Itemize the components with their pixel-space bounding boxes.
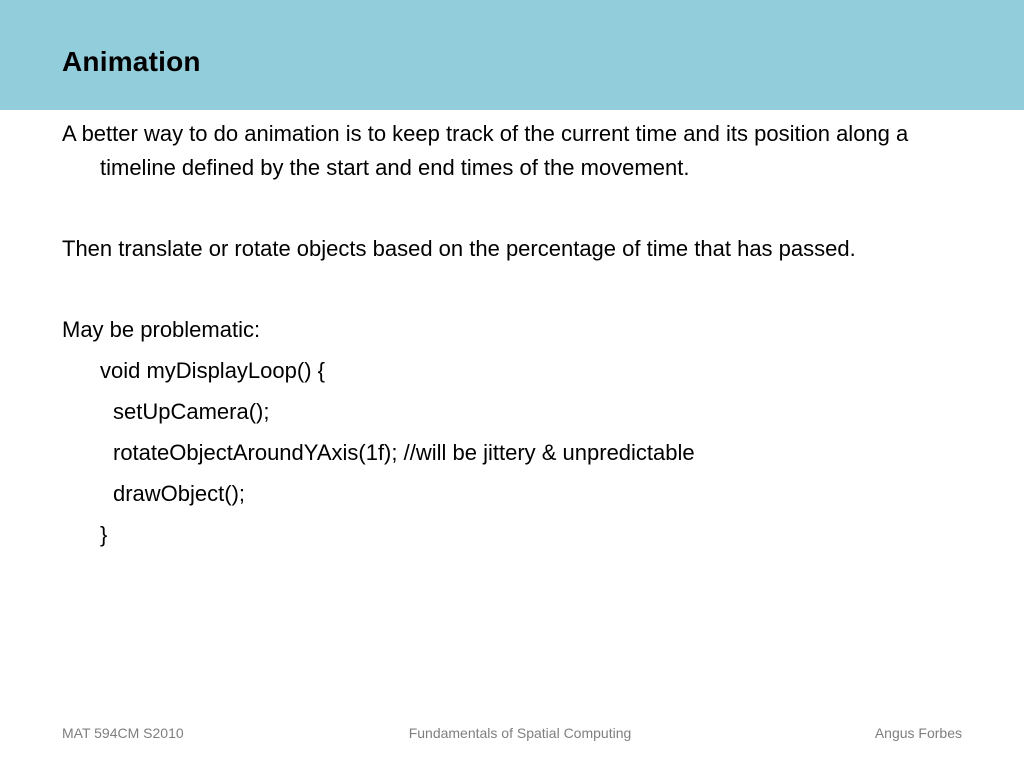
paragraph-translate-rotate: Then translate or rotate objects based on the percentage of time that has passed. <box>62 236 856 261</box>
code-intro: May be problematic: <box>62 317 261 342</box>
code-line-draw-object: drawObject(); <box>113 481 246 506</box>
code-block <box>62 354 942 552</box>
slide-footer <box>0 722 1024 744</box>
slide-title: Animation <box>62 46 201 77</box>
paragraph-animation-timeline: A better way to do animation is to keep track of the current time and its position along a timeline defined by the start and end times of the movement. <box>62 121 909 180</box>
code-line-function-open: void myDisplayLoop() { <box>100 358 325 383</box>
code-line-setup-camera: setUpCamera(); <box>113 399 270 424</box>
code-line-function-close: } <box>100 522 108 547</box>
slide-body <box>62 117 942 552</box>
code-line-rotate-object: rotateObjectAroundYAxis(1f); //will be jittery & unpredictable <box>113 440 695 465</box>
footer-course-title: Fundamentals of Spatial Computing <box>408 725 632 741</box>
footer-author: Angus Forbes <box>874 725 962 741</box>
footer-course: MAT 594CM S2010 <box>62 725 184 741</box>
